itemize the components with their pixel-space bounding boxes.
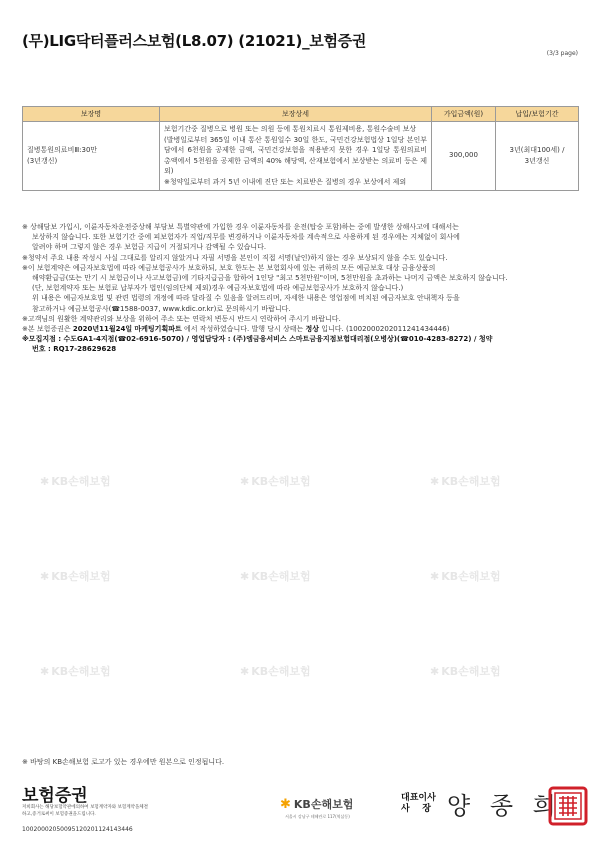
notice-line: 위 내용은 예금자보호법 및 관련 법령의 개정에 따라 달라질 수 있음을 알려드리며, 자세한 내용은 영업점에 비치된 예금자보호 안내책자 등을: [32, 294, 460, 303]
issue-statement: [22, 324, 578, 334]
document-title: (무)LIG닥터플러스보험(L8.07) (21021)_보험증권: [22, 32, 367, 50]
kb-star-icon: ✱: [430, 665, 440, 678]
kb-star-icon: ✱: [430, 570, 440, 583]
kb-star-icon: ✱: [40, 475, 50, 488]
watermark-logo: ✱ KB손해보험: [240, 475, 311, 488]
notice-line: 보상하지 않습니다. 또한 보험기간 중에 피보험자가 직업/직무를 변경하거나 이륜자동차를 계속적으로 사용하게 된 경우에는 지체없이 회사에: [32, 233, 460, 242]
certificate-description: 저희회사는 해당보험약관에의하여 보험계약자와 보험계약을체결하고,증거로써이 보험증권을드립니다.: [22, 805, 149, 817]
watermark-logo: ✱ KB손해보험: [240, 665, 311, 678]
issue-date: 2020년11월24일: [72, 325, 133, 334]
kb-star-icon: ✱: [240, 570, 250, 583]
kb-star-icon: ✱: [240, 475, 250, 488]
agent-info: [22, 334, 578, 344]
notice-line: ※이 보험계약은 예금자보호법에 따라 예금보험공사가 보호하되, 보호 한도는 본 보험회사에 있는 귀하의 모든 예금보호 대상 금융상품의: [22, 263, 436, 272]
watermark-logo: ✱ KB손해보험: [40, 665, 111, 678]
header-coverage-detail: 보장상세: [160, 107, 432, 122]
header-insured-amount: 가입금액(원): [432, 107, 496, 122]
kb-star-icon: ✱: [40, 570, 50, 583]
ceo-title-line2: 사 장: [401, 804, 431, 814]
coverage-detail-cell: 보험기간중 질병으로 병원 또는 의원 등에 통원치료시 통원제비용, 통원수술비 보상 (발병일로부터 365일 이내 통산 통원일수 30일 한도, 국민건강보험법상 1일당 본인부담에서 6천원을 공제한 금액, 국민건강보험을 적용받지 못한 경우 1일당 통원의료비 총액에서 5천원을 공제한 금액의 40% 해당액, 산재보험에서 보상받는 의료비 등은 제외) ※청약일로부터 과거 5년 이내에 진단 또는 치료받은 질병의 경우 보상에서 제외: [160, 122, 432, 191]
notice-line: ※청약서 주요 내용 작성시 사실 그대로를 알리지 않았거나 자필 서명을 본인이 직접 서명(날인)하지 않는 경우 보상되지 않을 수도 있습니다.: [22, 253, 448, 262]
issue-place: 마케팅기획파트: [134, 325, 182, 334]
ceo-signature: 양 종 희: [447, 792, 562, 820]
notice-line: 해약환급금(또는 만기 시 보험금이나 사고보험금)에 기타지급금을 합하여 1인당 "최고 5천만원"이며, 5천만원을 초과하는 나머지 금액은 보호하지 않습니다.: [32, 274, 508, 283]
table-row: [23, 122, 579, 191]
coverage-name-cell: 질병통원의료비Ⅲ:30만 (3년갱신): [23, 122, 160, 191]
notice-line: ※ 상해담보 가입시, 이륜자동차운전중상해 부담보 특별약관에 가입한 경우 이륜자동차를 운전(탑승 포함)하는 중에 발생한 상해사고에 대해서는: [22, 223, 459, 231]
watermark-logo: ✱ KB손해보험: [240, 570, 311, 583]
agent-info-line2: 번호 : RQ17-28629628: [32, 345, 117, 354]
notice-line: ※고객님의 원활한 계약관리와 보상을 위하여 주소 또는 연락처 변동시 반드시 연락하여 주시기 바랍니다.: [22, 314, 341, 323]
company-name: KB손해보험: [293, 798, 354, 811]
notice-section: [22, 222, 578, 355]
original-certification-note: ※ 바탕의 KB손해보험 로고가 있는 경우에만 원본으로 인정됩니다.: [22, 758, 225, 766]
company-seal-icon: [548, 786, 588, 826]
watermark-logo: ✱ KB손해보험: [40, 475, 111, 488]
kb-star-icon: ✱: [40, 665, 50, 678]
kb-star-icon: ✱: [430, 475, 440, 488]
watermark-logo: ✱ KB손해보험: [430, 570, 501, 583]
certificate-title: 보험증권: [22, 786, 88, 806]
certificate-number: 1002000205009512020112414344​6: [22, 826, 133, 833]
coverage-table: [22, 106, 579, 191]
kb-star-icon: ✱: [280, 796, 291, 812]
notice-line: (단, 보험계약자 또는 보험료 납부자가 법인(임의단체 제외)경우 예금자보호법에 따라 예금보험공사가 보호하지 않습니다.): [32, 284, 404, 293]
company-logo: [280, 796, 353, 812]
notice-line: 참고하거나 예금보험공사(☎1588-0037, www.kdic.or.kr)로 문의하시기 바랍니다.: [32, 304, 291, 313]
issue-status: 정상: [305, 325, 320, 334]
issue-middle: 에서 작성하였습니다. 발행 당시 상태는: [181, 325, 306, 334]
watermark-logo: ✱ KB손해보험: [40, 570, 111, 583]
header-coverage-name: 보장명: [23, 107, 160, 122]
watermark-logo: ✱ KB손해보험: [430, 475, 501, 488]
watermark-logo: ✱ KB손해보험: [430, 665, 501, 678]
ceo-title: [401, 793, 436, 815]
agent-info-cont: [22, 344, 578, 354]
issue-prefix: ※본 보험증권은: [22, 325, 73, 334]
page-indicator: (3/3 page): [546, 50, 578, 57]
ceo-title-line1: 대표이사: [401, 793, 436, 803]
header-payment-period: 납입/보험기간: [496, 107, 579, 122]
agent-info-line1: ※모집지점 : 수도GA1-4지점(☎02-6916-5070) / 영업담당자 : (주)엠금융서비스 스마트금융지점보험대리점(오병상)(☎010-4283-8272) / 청약: [22, 335, 493, 344]
kb-star-icon: ✱: [240, 665, 250, 678]
insured-amount-cell: 300,000: [432, 122, 496, 191]
payment-period-cell: 3년(최대100세) / 3년갱신: [496, 122, 579, 191]
company-address: 서울시 강남구 테헤란로 117(역삼동): [285, 814, 350, 819]
issue-suffix: 입니다. (1002000202011241434446): [319, 325, 450, 334]
notice-line: 알려야 하며 그렇지 않은 경우 보험금 지급이 거절되거나 감액될 수 있습니다.: [32, 243, 267, 252]
table-header-row: [23, 107, 579, 122]
